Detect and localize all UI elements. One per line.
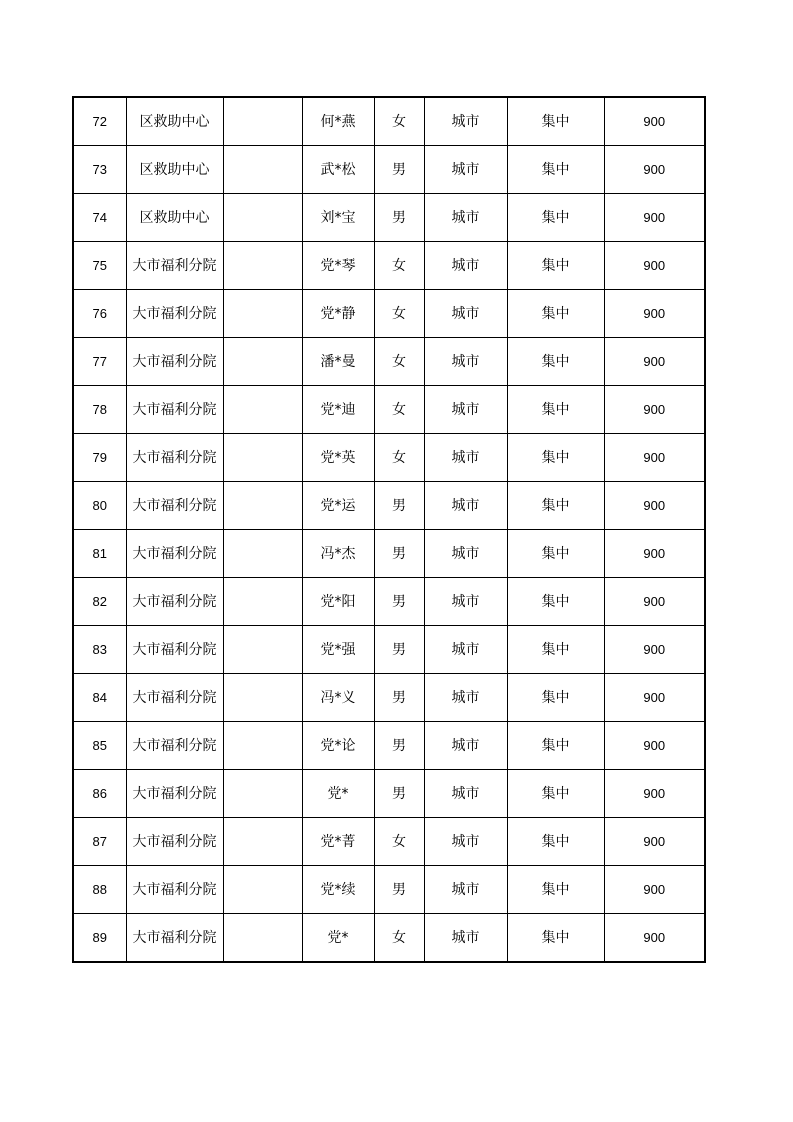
serial-number-cell: 80 [73, 482, 126, 530]
support-mode-cell: 集中 [507, 914, 604, 963]
area-type-cell: 城市 [424, 146, 507, 194]
serial-number-cell: 75 [73, 242, 126, 290]
area-type-cell: 城市 [424, 386, 507, 434]
table-row [73, 434, 705, 482]
institution-cell: 区救助中心 [126, 97, 223, 146]
support-mode-cell: 集中 [507, 338, 604, 386]
support-mode-cell: 集中 [507, 434, 604, 482]
support-mode-cell: 集中 [507, 194, 604, 242]
person-name-cell: 武*松 [302, 146, 374, 194]
amount-cell: 900 [604, 146, 705, 194]
serial-number-cell: 82 [73, 578, 126, 626]
amount-cell: 900 [604, 386, 705, 434]
area-type-cell: 城市 [424, 818, 507, 866]
gender-cell: 女 [374, 290, 424, 338]
support-mode-cell: 集中 [507, 722, 604, 770]
institution-cell: 大市福利分院 [126, 338, 223, 386]
institution-cell: 大市福利分院 [126, 434, 223, 482]
support-mode-cell: 集中 [507, 242, 604, 290]
table-row [73, 770, 705, 818]
serial-number-cell: 73 [73, 146, 126, 194]
table-row [73, 674, 705, 722]
blank-cell [223, 770, 302, 818]
amount-cell: 900 [604, 530, 705, 578]
person-name-cell: 党*阳 [302, 578, 374, 626]
blank-cell [223, 722, 302, 770]
gender-cell: 男 [374, 194, 424, 242]
support-mode-cell: 集中 [507, 770, 604, 818]
support-mode-cell: 集中 [507, 97, 604, 146]
area-type-cell: 城市 [424, 770, 507, 818]
person-name-cell: 党*运 [302, 482, 374, 530]
institution-cell: 区救助中心 [126, 146, 223, 194]
blank-cell [223, 818, 302, 866]
blank-cell [223, 434, 302, 482]
table-row [73, 578, 705, 626]
institution-cell: 大市福利分院 [126, 722, 223, 770]
blank-cell [223, 626, 302, 674]
serial-number-cell: 81 [73, 530, 126, 578]
amount-cell: 900 [604, 674, 705, 722]
institution-cell: 大市福利分院 [126, 626, 223, 674]
table-row [73, 338, 705, 386]
person-name-cell: 党*菁 [302, 818, 374, 866]
gender-cell: 男 [374, 770, 424, 818]
serial-number-cell: 72 [73, 97, 126, 146]
blank-cell [223, 914, 302, 963]
amount-cell: 900 [604, 626, 705, 674]
serial-number-cell: 78 [73, 386, 126, 434]
amount-cell: 900 [604, 818, 705, 866]
institution-cell: 大市福利分院 [126, 386, 223, 434]
area-type-cell: 城市 [424, 194, 507, 242]
table-row [73, 97, 705, 146]
amount-cell: 900 [604, 242, 705, 290]
blank-cell [223, 530, 302, 578]
amount-cell: 900 [604, 434, 705, 482]
area-type-cell: 城市 [424, 914, 507, 963]
serial-number-cell: 85 [73, 722, 126, 770]
blank-cell [223, 578, 302, 626]
support-mode-cell: 集中 [507, 578, 604, 626]
blank-cell [223, 338, 302, 386]
table-row [73, 818, 705, 866]
blank-cell [223, 146, 302, 194]
table-row [73, 146, 705, 194]
person-name-cell: 党*琴 [302, 242, 374, 290]
support-mode-cell: 集中 [507, 674, 604, 722]
person-name-cell: 冯*杰 [302, 530, 374, 578]
serial-number-cell: 89 [73, 914, 126, 963]
area-type-cell: 城市 [424, 290, 507, 338]
gender-cell: 女 [374, 338, 424, 386]
area-type-cell: 城市 [424, 482, 507, 530]
amount-cell: 900 [604, 866, 705, 914]
institution-cell: 大市福利分院 [126, 674, 223, 722]
table-row [73, 626, 705, 674]
table-row [73, 722, 705, 770]
table-row [73, 194, 705, 242]
serial-number-cell: 79 [73, 434, 126, 482]
person-name-cell: 党*英 [302, 434, 374, 482]
amount-cell: 900 [604, 338, 705, 386]
gender-cell: 男 [374, 722, 424, 770]
amount-cell: 900 [604, 578, 705, 626]
blank-cell [223, 866, 302, 914]
area-type-cell: 城市 [424, 97, 507, 146]
serial-number-cell: 76 [73, 290, 126, 338]
serial-number-cell: 74 [73, 194, 126, 242]
person-name-cell: 党* [302, 770, 374, 818]
institution-cell: 大市福利分院 [126, 770, 223, 818]
amount-cell: 900 [604, 290, 705, 338]
table-row [73, 914, 705, 963]
institution-cell: 大市福利分院 [126, 578, 223, 626]
support-mode-cell: 集中 [507, 386, 604, 434]
area-type-cell: 城市 [424, 242, 507, 290]
institution-cell: 区救助中心 [126, 194, 223, 242]
person-name-cell: 党*续 [302, 866, 374, 914]
person-name-cell: 党* [302, 914, 374, 963]
support-mode-cell: 集中 [507, 818, 604, 866]
serial-number-cell: 77 [73, 338, 126, 386]
institution-cell: 大市福利分院 [126, 482, 223, 530]
person-name-cell: 党*迪 [302, 386, 374, 434]
table-row [73, 482, 705, 530]
table-body [73, 97, 705, 962]
institution-cell: 大市福利分院 [126, 914, 223, 963]
area-type-cell: 城市 [424, 626, 507, 674]
gender-cell: 女 [374, 97, 424, 146]
gender-cell: 男 [374, 530, 424, 578]
amount-cell: 900 [604, 194, 705, 242]
table-row [73, 866, 705, 914]
amount-cell: 900 [604, 914, 705, 963]
table-row [73, 386, 705, 434]
gender-cell: 男 [374, 674, 424, 722]
person-name-cell: 刘*宝 [302, 194, 374, 242]
serial-number-cell: 87 [73, 818, 126, 866]
institution-cell: 大市福利分院 [126, 818, 223, 866]
gender-cell: 女 [374, 386, 424, 434]
person-name-cell: 潘*曼 [302, 338, 374, 386]
person-name-cell: 党*强 [302, 626, 374, 674]
amount-cell: 900 [604, 722, 705, 770]
gender-cell: 女 [374, 434, 424, 482]
support-mode-cell: 集中 [507, 626, 604, 674]
table-row [73, 242, 705, 290]
serial-number-cell: 88 [73, 866, 126, 914]
person-name-cell: 党*论 [302, 722, 374, 770]
gender-cell: 女 [374, 914, 424, 963]
blank-cell [223, 290, 302, 338]
gender-cell: 男 [374, 626, 424, 674]
blank-cell [223, 242, 302, 290]
blank-cell [223, 97, 302, 146]
person-name-cell: 何*燕 [302, 97, 374, 146]
blank-cell [223, 194, 302, 242]
area-type-cell: 城市 [424, 866, 507, 914]
support-mode-cell: 集中 [507, 146, 604, 194]
recipient-table [72, 96, 706, 963]
institution-cell: 大市福利分院 [126, 242, 223, 290]
area-type-cell: 城市 [424, 722, 507, 770]
institution-cell: 大市福利分院 [126, 290, 223, 338]
blank-cell [223, 674, 302, 722]
gender-cell: 女 [374, 818, 424, 866]
gender-cell: 女 [374, 242, 424, 290]
table-row [73, 530, 705, 578]
serial-number-cell: 86 [73, 770, 126, 818]
serial-number-cell: 83 [73, 626, 126, 674]
area-type-cell: 城市 [424, 578, 507, 626]
area-type-cell: 城市 [424, 530, 507, 578]
blank-cell [223, 482, 302, 530]
blank-cell [223, 386, 302, 434]
support-mode-cell: 集中 [507, 290, 604, 338]
area-type-cell: 城市 [424, 674, 507, 722]
support-mode-cell: 集中 [507, 866, 604, 914]
institution-cell: 大市福利分院 [126, 530, 223, 578]
amount-cell: 900 [604, 97, 705, 146]
person-name-cell: 冯*义 [302, 674, 374, 722]
amount-cell: 900 [604, 482, 705, 530]
person-name-cell: 党*静 [302, 290, 374, 338]
support-mode-cell: 集中 [507, 530, 604, 578]
institution-cell: 大市福利分院 [126, 866, 223, 914]
gender-cell: 男 [374, 578, 424, 626]
area-type-cell: 城市 [424, 338, 507, 386]
area-type-cell: 城市 [424, 434, 507, 482]
serial-number-cell: 84 [73, 674, 126, 722]
amount-cell: 900 [604, 770, 705, 818]
gender-cell: 男 [374, 146, 424, 194]
table-row [73, 290, 705, 338]
gender-cell: 男 [374, 866, 424, 914]
support-mode-cell: 集中 [507, 482, 604, 530]
gender-cell: 男 [374, 482, 424, 530]
